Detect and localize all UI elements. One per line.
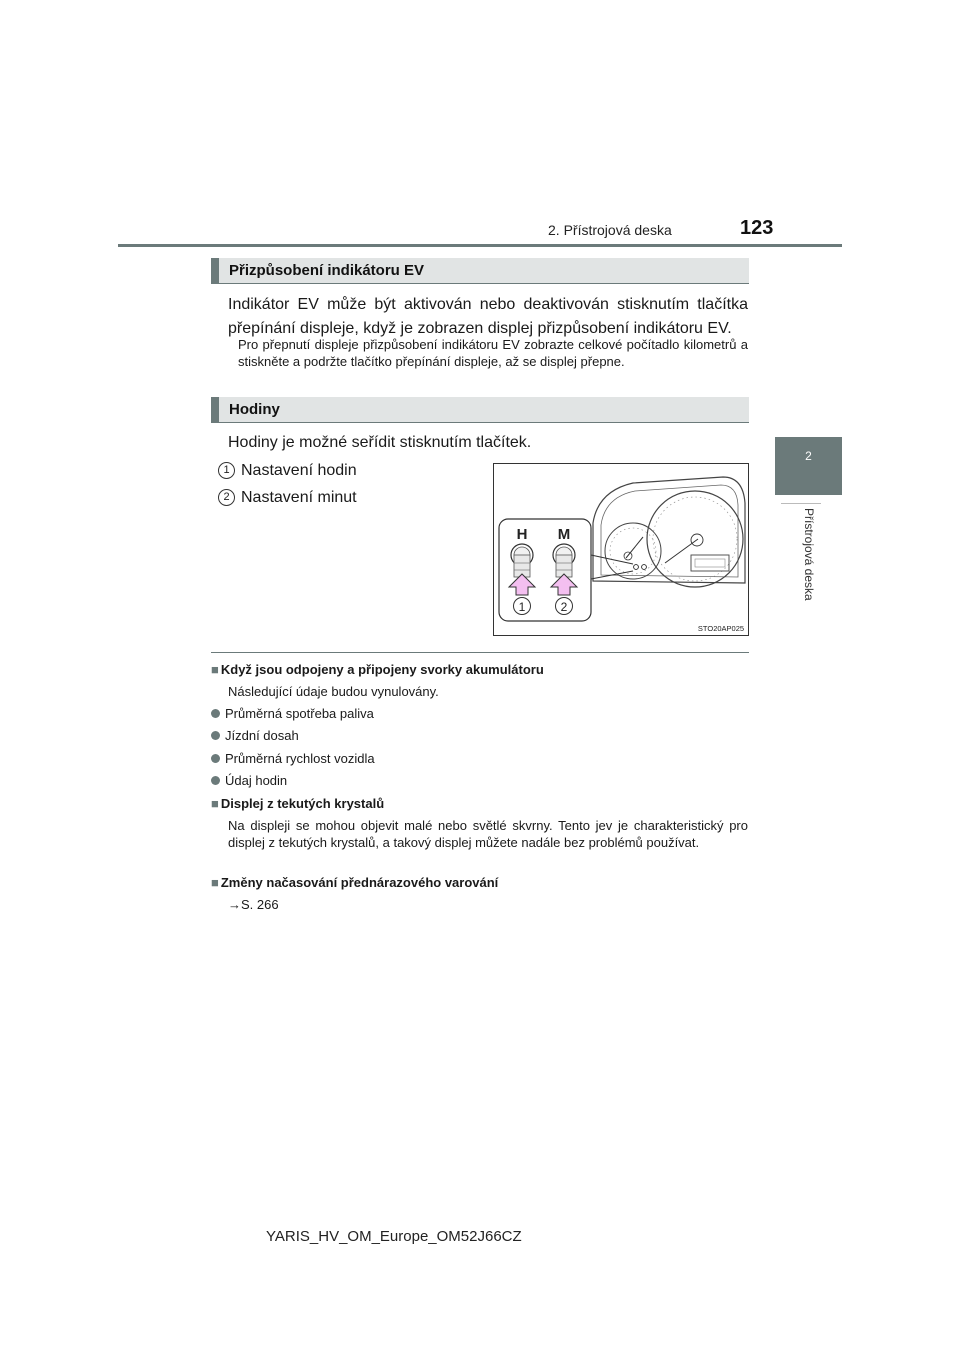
callout-2-icon: 2: [218, 489, 235, 506]
illus-callout-1: 1: [518, 600, 526, 614]
ev-main-text: Indikátor EV může být aktivován nebo deaktivován stisknutím tlačítka přepínání displeje, když je zobrazen displej přizpůsobení indikátoru EV.: [228, 296, 748, 337]
lcd-note-heading: [211, 795, 384, 812]
chapter-tab-label: Přístrojová deska: [802, 508, 816, 601]
footer-doc-id: YARIS_HV_OM_Europe_OM52J66CZ: [266, 1228, 522, 1245]
clock-section-heading: [211, 397, 749, 423]
header-rule: [118, 244, 842, 247]
clock-section-title: Hodiny: [229, 401, 280, 418]
round-bullet-icon: [211, 731, 220, 740]
instrument-cluster-illustration: [493, 463, 749, 636]
battery-bullet-4: Údaj hodin: [211, 772, 287, 789]
square-bullet-icon: ■: [211, 796, 219, 811]
battery-note-title: Když jsou odpojeny a připojeny svorky akumulátoru: [220, 662, 544, 677]
ev-section-heading: [211, 258, 749, 284]
chapter-tab: [775, 437, 842, 495]
battery-note-intro: Následující údaje budou vynulovány.: [228, 684, 439, 699]
battery-bullet-3: Průměrná rychlost vozidla: [211, 750, 375, 767]
callout-1-icon: 1: [218, 462, 235, 479]
square-bullet-icon: ■: [211, 875, 219, 890]
clock-item-1: [218, 459, 357, 483]
clock-item-1-label: Nastavení hodin: [241, 462, 357, 479]
chapter-tab-divider: [781, 503, 821, 504]
battery-bullet-2: Jízdní dosah: [211, 727, 299, 744]
warning-note-title: Změny načasování přednárazového varování: [220, 875, 499, 890]
square-bullet-icon: ■: [211, 662, 219, 677]
chapter-tab-number: 2: [805, 449, 812, 463]
ev-note-text: Pro přepnutí displeje přizpůsobení indikátoru EV zobrazte celkové počítadlo kilometrů a stiskněte a podržte tlačítko přepínání displeje, až se displej přepne.: [238, 337, 748, 369]
lcd-note-title: Displej z tekutých krystalů: [220, 796, 385, 811]
illustration-code: STO20AP025: [697, 624, 745, 633]
round-bullet-icon: [211, 776, 220, 785]
battery-note-heading: [211, 661, 544, 678]
clock-intro: Hodiny je možné seřídit stisknutím tlačítek.: [228, 434, 532, 451]
warning-note-heading: [211, 874, 498, 891]
warning-page-reference: →S. 266: [228, 897, 279, 912]
button-m-label: M: [557, 526, 571, 543]
ev-section-title: Přizpůsobení indikátoru EV: [229, 262, 425, 279]
battery-bullet-1: Průměrná spotřeba paliva: [211, 705, 374, 722]
section-divider: [211, 652, 749, 653]
header-section-title: 2. Přístrojová deska: [548, 222, 672, 238]
clock-item-2-label: Nastavení minut: [241, 489, 357, 506]
round-bullet-icon: [211, 754, 220, 763]
clock-item-2: [218, 486, 357, 510]
page-number: 123: [740, 217, 774, 239]
button-h-label: H: [516, 526, 528, 543]
lcd-note-text: Na displeji se mohou objevit malé nebo světlé skvrny. Tento jev je charakteristický pro displej z tekutých krystalů, a takový displej můžete nadále bez problémů používat.: [228, 818, 748, 850]
illus-callout-2: 2: [560, 600, 568, 614]
round-bullet-icon: [211, 709, 220, 718]
